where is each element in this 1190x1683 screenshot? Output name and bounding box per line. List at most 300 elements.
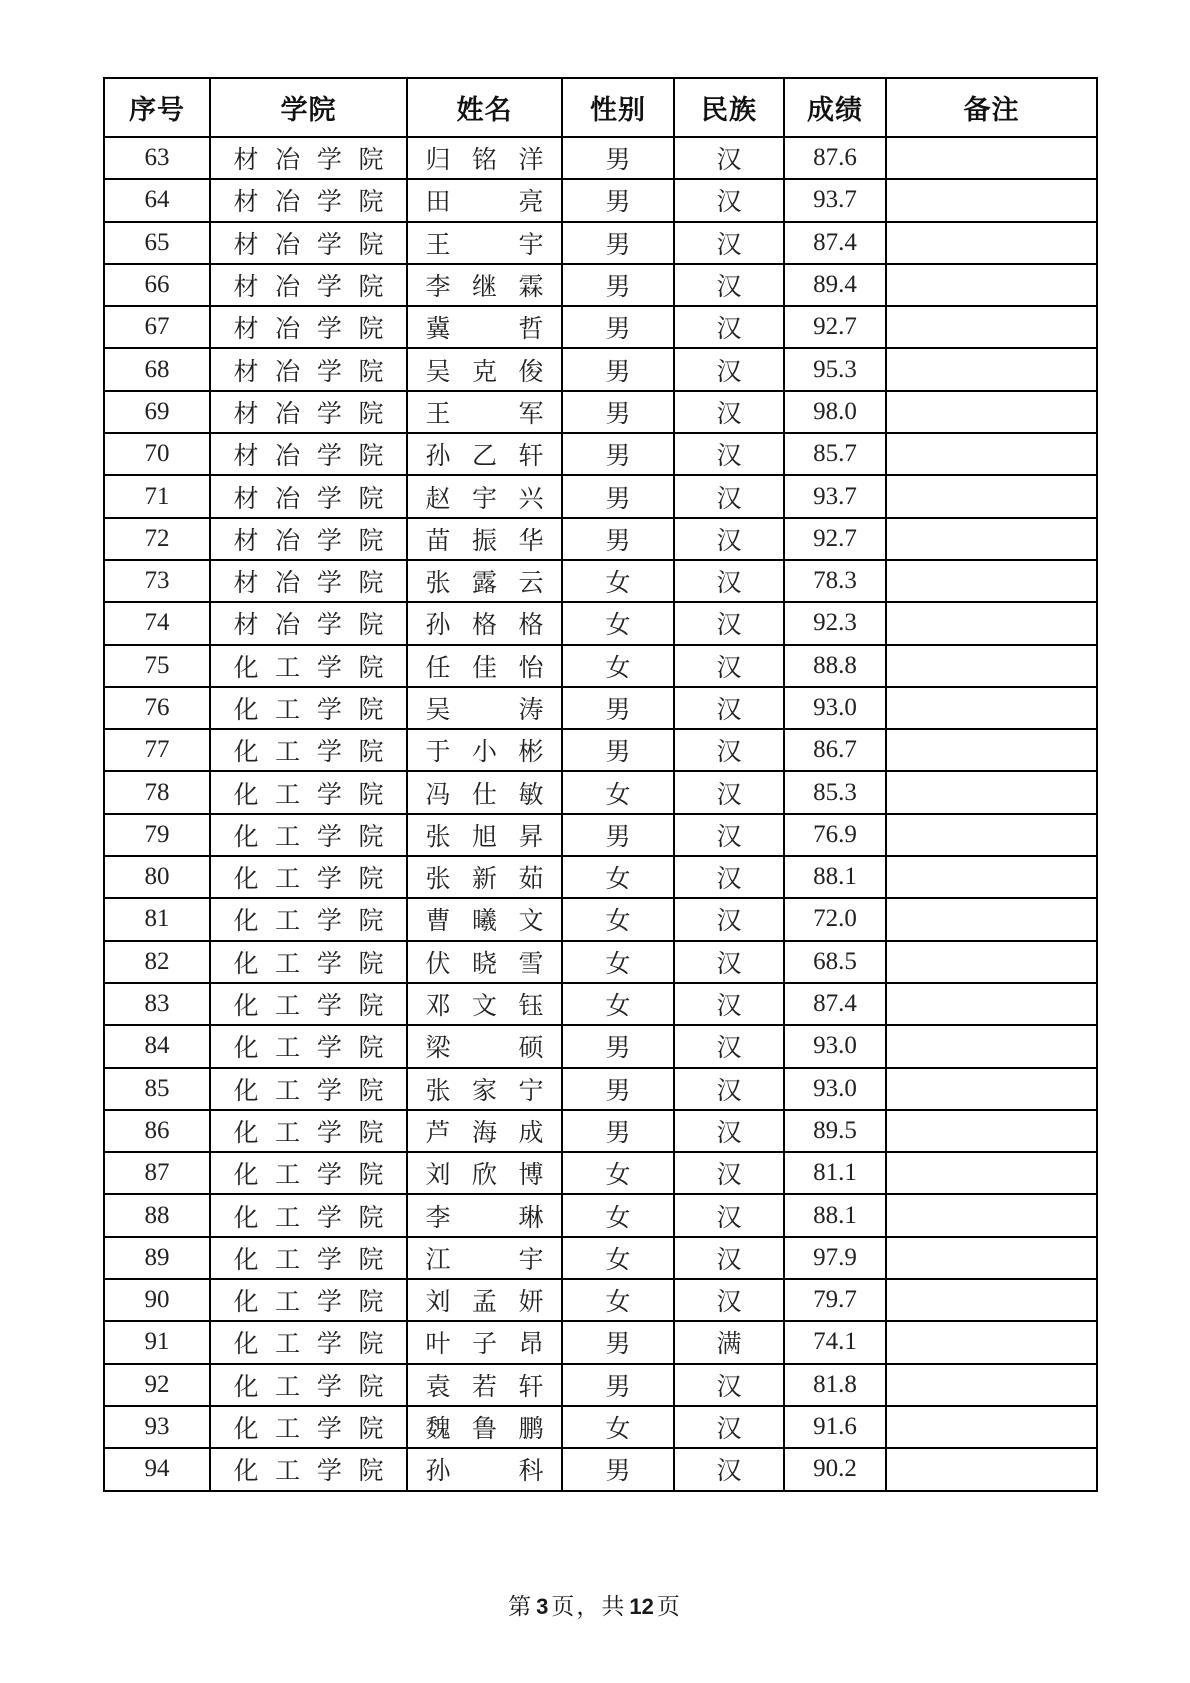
- column-header-gender: 性别: [562, 78, 674, 137]
- cell-name-text: 伏晓雪: [425, 950, 544, 978]
- cell-name-text: 冀哲: [425, 316, 544, 344]
- cell-gender: 女: [562, 1237, 674, 1279]
- cell-college-text: 材冶学院: [233, 147, 384, 175]
- cell-name: [407, 1025, 562, 1067]
- cell-name: [407, 856, 562, 898]
- cell-remark: [886, 1152, 1097, 1194]
- cell-remark: [886, 602, 1097, 644]
- cell-no: 79: [104, 814, 210, 856]
- cell-ethnicity: 汉: [674, 645, 784, 687]
- cell-ethnicity: 汉: [674, 1110, 784, 1152]
- cell-name: [407, 1321, 562, 1363]
- cell-college: [210, 222, 407, 264]
- cell-name: [407, 1406, 562, 1448]
- cell-name-text: 吴涛: [425, 697, 544, 724]
- cell-name: [407, 729, 562, 771]
- cell-remark: [886, 1237, 1097, 1279]
- cell-score: 81.1: [784, 1152, 886, 1194]
- cell-remark: [886, 1406, 1097, 1448]
- table-row: [104, 1279, 1097, 1321]
- cell-name-text: 王军: [425, 400, 544, 428]
- cell-score: 87.4: [784, 983, 886, 1025]
- cell-score: 72.0: [784, 898, 886, 940]
- table-row: [104, 983, 1097, 1025]
- cell-no: 93: [104, 1406, 210, 1448]
- cell-ethnicity: 汉: [674, 1025, 784, 1067]
- table-row: [104, 1364, 1097, 1406]
- cell-score: 85.3: [784, 771, 886, 813]
- cell-name: [407, 602, 562, 644]
- cell-college: [210, 1364, 407, 1406]
- cell-no: 67: [104, 306, 210, 348]
- cell-college-text: 材冶学院: [233, 612, 384, 640]
- cell-college: [210, 1237, 407, 1279]
- cell-remark: [886, 264, 1097, 306]
- cell-name: [407, 1448, 562, 1490]
- cell-ethnicity: 汉: [674, 391, 784, 433]
- cell-no: 87: [104, 1152, 210, 1194]
- cell-name: [407, 222, 562, 264]
- cell-name-text: 芦海成: [425, 1119, 544, 1147]
- cell-name-text: 李继霖: [425, 274, 544, 302]
- cell-name-text: 袁若轩: [425, 1373, 544, 1401]
- cell-gender: 男: [562, 391, 674, 433]
- cell-name: [407, 560, 562, 602]
- table-row: [104, 391, 1097, 433]
- cell-college: [210, 179, 407, 221]
- footer-page-number: 3: [536, 1594, 549, 1619]
- table-body: [104, 137, 1097, 1491]
- cell-college: [210, 1110, 407, 1152]
- cell-college: [210, 898, 407, 940]
- cell-score: 92.7: [784, 306, 886, 348]
- cell-name: [407, 518, 562, 560]
- cell-college: [210, 729, 407, 771]
- cell-name: [407, 687, 562, 729]
- cell-score: 93.7: [784, 475, 886, 517]
- cell-remark: [886, 1025, 1097, 1067]
- cell-college-text: 化工学院: [233, 739, 384, 767]
- cell-gender: 男: [562, 1364, 674, 1406]
- cell-name: [407, 306, 562, 348]
- table-row: [104, 729, 1097, 771]
- cell-score: 88.8: [784, 645, 886, 687]
- cell-college: [210, 518, 407, 560]
- cell-name-text: 归铭洋: [425, 147, 544, 175]
- table-row: [104, 687, 1097, 729]
- table-row: [104, 222, 1097, 264]
- cell-remark: [886, 222, 1097, 264]
- cell-college-text: 材冶学院: [233, 443, 384, 471]
- table-row: [104, 1110, 1097, 1152]
- cell-gender: 女: [562, 1152, 674, 1194]
- cell-remark: [886, 941, 1097, 983]
- cell-no: 72: [104, 518, 210, 560]
- cell-college: [210, 941, 407, 983]
- cell-name: [407, 771, 562, 813]
- table-row: [104, 306, 1097, 348]
- cell-no: 69: [104, 391, 210, 433]
- cell-name-text: 曹曦文: [425, 908, 544, 936]
- cell-no: 84: [104, 1025, 210, 1067]
- cell-ethnicity: 汉: [674, 137, 784, 179]
- cell-name-text: 魏鲁鹏: [425, 1416, 544, 1444]
- cell-no: 91: [104, 1321, 210, 1363]
- cell-no: 88: [104, 1194, 210, 1236]
- cell-score: 78.3: [784, 560, 886, 602]
- cell-gender: 男: [562, 1448, 674, 1490]
- cell-college: [210, 391, 407, 433]
- cell-score: 93.0: [784, 1068, 886, 1110]
- cell-name-text: 张旭昇: [425, 823, 544, 851]
- cell-name-text: 刘孟妍: [425, 1289, 544, 1317]
- cell-no: 68: [104, 348, 210, 390]
- table-row: [104, 179, 1097, 221]
- cell-name-text: 江宇: [425, 1246, 544, 1274]
- table-row: [104, 348, 1097, 390]
- cell-college-text: 化工学院: [233, 908, 384, 936]
- table-row: [104, 1406, 1097, 1448]
- cell-no: 83: [104, 983, 210, 1025]
- cell-ethnicity: 汉: [674, 518, 784, 560]
- cell-remark: [886, 1194, 1097, 1236]
- cell-no: 92: [104, 1364, 210, 1406]
- cell-name-text: 吴克俊: [425, 358, 544, 386]
- cell-gender: 女: [562, 602, 674, 644]
- footer-middle: 页，共: [551, 1594, 627, 1619]
- cell-ethnicity: 汉: [674, 1068, 784, 1110]
- cell-name: [407, 1279, 562, 1321]
- table-row: [104, 771, 1097, 813]
- cell-remark: [886, 560, 1097, 602]
- cell-name: [407, 1110, 562, 1152]
- cell-remark: [886, 518, 1097, 560]
- table-row: [104, 856, 1097, 898]
- cell-name-text: 孙格格: [425, 612, 544, 640]
- cell-name: [407, 898, 562, 940]
- cell-no: 64: [104, 179, 210, 221]
- cell-gender: 女: [562, 560, 674, 602]
- column-header-name: 姓名: [407, 78, 562, 137]
- cell-name: [407, 179, 562, 221]
- cell-college-text: 化工学院: [233, 950, 384, 978]
- cell-college: [210, 560, 407, 602]
- cell-college-text: 化工学院: [233, 1458, 384, 1486]
- table-row: [104, 518, 1097, 560]
- cell-remark: [886, 391, 1097, 433]
- cell-name: [407, 983, 562, 1025]
- cell-score: 89.5: [784, 1110, 886, 1152]
- cell-college: [210, 814, 407, 856]
- column-header-remark: 备注: [886, 78, 1097, 137]
- cell-score: 90.2: [784, 1448, 886, 1490]
- cell-remark: [886, 983, 1097, 1025]
- cell-remark: [886, 306, 1097, 348]
- cell-college: [210, 1406, 407, 1448]
- cell-score: 95.3: [784, 348, 886, 390]
- cell-name-text: 王宇: [425, 231, 544, 259]
- cell-ethnicity: 汉: [674, 1364, 784, 1406]
- cell-gender: 男: [562, 433, 674, 475]
- cell-college-text: 材冶学院: [233, 570, 384, 598]
- cell-college: [210, 475, 407, 517]
- cell-no: 78: [104, 771, 210, 813]
- cell-no: 63: [104, 137, 210, 179]
- cell-college: [210, 1152, 407, 1194]
- footer-suffix: 页: [656, 1594, 682, 1619]
- cell-remark: [886, 1448, 1097, 1490]
- cell-name-text: 邓文钰: [425, 993, 544, 1021]
- cell-no: 76: [104, 687, 210, 729]
- cell-score: 93.0: [784, 687, 886, 729]
- cell-college: [210, 856, 407, 898]
- cell-ethnicity: 汉: [674, 771, 784, 813]
- cell-college-text: 化工学院: [233, 781, 384, 809]
- cell-college-text: 化工学院: [233, 1289, 384, 1317]
- table-row: [104, 1237, 1097, 1279]
- cell-ethnicity: 汉: [674, 348, 784, 390]
- cell-name-text: 梁硕: [425, 1035, 544, 1063]
- cell-ethnicity: 汉: [674, 264, 784, 306]
- table-row: [104, 1321, 1097, 1363]
- cell-name-text: 李琳: [425, 1204, 544, 1232]
- cell-name: [407, 391, 562, 433]
- cell-name-text: 张新茹: [425, 866, 544, 894]
- cell-ethnicity: 汉: [674, 1194, 784, 1236]
- cell-remark: [886, 1110, 1097, 1152]
- cell-score: 88.1: [784, 856, 886, 898]
- cell-college-text: 材冶学院: [233, 400, 384, 428]
- cell-college-text: 材冶学院: [233, 231, 384, 259]
- cell-name-text: 冯仕敏: [425, 781, 544, 809]
- cell-ethnicity: 汉: [674, 1406, 784, 1448]
- cell-no: 71: [104, 475, 210, 517]
- cell-gender: 女: [562, 1406, 674, 1448]
- cell-college: [210, 1068, 407, 1110]
- cell-college: [210, 602, 407, 644]
- cell-score: 79.7: [784, 1279, 886, 1321]
- cell-college-text: 化工学院: [233, 866, 384, 894]
- cell-college: [210, 687, 407, 729]
- cell-gender: 男: [562, 518, 674, 560]
- table-row: [104, 433, 1097, 475]
- table-header: [104, 78, 1097, 137]
- cell-college: [210, 1194, 407, 1236]
- page-footer: [0, 1588, 1190, 1621]
- cell-name-text: 刘欣博: [425, 1162, 544, 1190]
- cell-college-text: 化工学院: [233, 823, 384, 851]
- cell-college-text: 化工学院: [233, 1373, 384, 1401]
- cell-gender: 女: [562, 898, 674, 940]
- cell-score: 87.6: [784, 137, 886, 179]
- cell-no: 70: [104, 433, 210, 475]
- cell-gender: 女: [562, 856, 674, 898]
- cell-no: 90: [104, 1279, 210, 1321]
- cell-score: 91.6: [784, 1406, 886, 1448]
- cell-ethnicity: 汉: [674, 1448, 784, 1490]
- cell-ethnicity: 满: [674, 1321, 784, 1363]
- cell-name: [407, 1364, 562, 1406]
- cell-no: 89: [104, 1237, 210, 1279]
- table-row: [104, 602, 1097, 644]
- cell-name: [407, 941, 562, 983]
- cell-college-text: 化工学院: [233, 1035, 384, 1063]
- cell-score: 93.7: [784, 179, 886, 221]
- cell-gender: 男: [562, 1025, 674, 1067]
- cell-remark: [886, 1068, 1097, 1110]
- cell-gender: 男: [562, 1321, 674, 1363]
- cell-remark: [886, 137, 1097, 179]
- cell-score: 97.9: [784, 1237, 886, 1279]
- cell-ethnicity: 汉: [674, 1279, 784, 1321]
- cell-name-text: 孙乙轩: [425, 443, 544, 471]
- cell-college-text: 化工学院: [233, 1331, 384, 1359]
- column-header-score: 成绩: [784, 78, 886, 137]
- cell-gender: 男: [562, 814, 674, 856]
- student-score-table: [103, 77, 1098, 1492]
- cell-ethnicity: 汉: [674, 1152, 784, 1194]
- cell-ethnicity: 汉: [674, 856, 784, 898]
- cell-score: 88.1: [784, 1194, 886, 1236]
- cell-no: 82: [104, 941, 210, 983]
- cell-no: 86: [104, 1110, 210, 1152]
- footer-prefix: 第: [508, 1594, 534, 1619]
- cell-gender: 男: [562, 137, 674, 179]
- cell-score: 93.0: [784, 1025, 886, 1067]
- cell-gender: 女: [562, 983, 674, 1025]
- cell-score: 85.7: [784, 433, 886, 475]
- cell-name-text: 张家宁: [425, 1077, 544, 1105]
- cell-score: 86.7: [784, 729, 886, 771]
- column-header-college: 学院: [210, 78, 407, 137]
- table-row: [104, 898, 1097, 940]
- cell-score: 98.0: [784, 391, 886, 433]
- cell-name-text: 于小彬: [425, 739, 544, 767]
- cell-gender: 男: [562, 264, 674, 306]
- table-row: [104, 1152, 1097, 1194]
- cell-ethnicity: 汉: [674, 898, 784, 940]
- cell-college: [210, 771, 407, 813]
- cell-gender: 女: [562, 771, 674, 813]
- cell-score: 87.4: [784, 222, 886, 264]
- cell-college: [210, 983, 407, 1025]
- table-row: [104, 475, 1097, 517]
- cell-college-text: 材冶学院: [233, 527, 384, 555]
- footer-total-pages: 12: [629, 1594, 654, 1619]
- cell-college: [210, 645, 407, 687]
- column-header-no: 序号: [104, 78, 210, 137]
- cell-ethnicity: 汉: [674, 729, 784, 771]
- cell-gender: 女: [562, 941, 674, 983]
- cell-ethnicity: 汉: [674, 687, 784, 729]
- cell-college: [210, 137, 407, 179]
- cell-college-text: 材冶学院: [233, 274, 384, 302]
- cell-score: 92.7: [784, 518, 886, 560]
- cell-name-text: 任佳怡: [425, 654, 544, 682]
- cell-gender: 男: [562, 222, 674, 264]
- cell-remark: [886, 814, 1097, 856]
- cell-gender: 男: [562, 729, 674, 771]
- cell-college-text: 化工学院: [233, 993, 384, 1021]
- cell-no: 94: [104, 1448, 210, 1490]
- cell-score: 76.9: [784, 814, 886, 856]
- column-header-ethnicity: 民族: [674, 78, 784, 137]
- cell-remark: [886, 1364, 1097, 1406]
- cell-remark: [886, 645, 1097, 687]
- cell-name: [407, 1152, 562, 1194]
- cell-score: 89.4: [784, 264, 886, 306]
- table-row: [104, 1194, 1097, 1236]
- cell-remark: [886, 475, 1097, 517]
- cell-college: [210, 264, 407, 306]
- cell-college-text: 材冶学院: [233, 189, 384, 217]
- cell-college: [210, 1321, 407, 1363]
- cell-college: [210, 1448, 407, 1490]
- cell-gender: 男: [562, 1068, 674, 1110]
- cell-ethnicity: 汉: [674, 602, 784, 644]
- cell-gender: 男: [562, 348, 674, 390]
- cell-college-text: 材冶学院: [233, 358, 384, 386]
- cell-ethnicity: 汉: [674, 433, 784, 475]
- cell-remark: [886, 687, 1097, 729]
- cell-no: 75: [104, 645, 210, 687]
- cell-no: 80: [104, 856, 210, 898]
- cell-score: 68.5: [784, 941, 886, 983]
- cell-college-text: 化工学院: [233, 697, 384, 724]
- cell-no: 74: [104, 602, 210, 644]
- cell-no: 66: [104, 264, 210, 306]
- cell-college-text: 材冶学院: [233, 316, 384, 344]
- cell-remark: [886, 898, 1097, 940]
- table-row: [104, 1025, 1097, 1067]
- cell-gender: 男: [562, 687, 674, 729]
- table-row: [104, 560, 1097, 602]
- cell-name-text: 张露云: [425, 570, 544, 598]
- cell-name-text: 叶子昂: [425, 1331, 544, 1359]
- cell-college-text: 化工学院: [233, 654, 384, 682]
- cell-college: [210, 306, 407, 348]
- table-row: [104, 645, 1097, 687]
- cell-ethnicity: 汉: [674, 983, 784, 1025]
- cell-no: 85: [104, 1068, 210, 1110]
- cell-name: [407, 348, 562, 390]
- table-row: [104, 137, 1097, 179]
- cell-college-text: 化工学院: [233, 1246, 384, 1274]
- cell-gender: 女: [562, 1194, 674, 1236]
- cell-college-text: 化工学院: [233, 1119, 384, 1147]
- cell-ethnicity: 汉: [674, 306, 784, 348]
- cell-score: 81.8: [784, 1364, 886, 1406]
- cell-remark: [886, 179, 1097, 221]
- cell-name: [407, 1237, 562, 1279]
- cell-college-text: 化工学院: [233, 1416, 384, 1444]
- cell-remark: [886, 856, 1097, 898]
- cell-name: [407, 814, 562, 856]
- table-row: [104, 814, 1097, 856]
- cell-ethnicity: 汉: [674, 1237, 784, 1279]
- cell-ethnicity: 汉: [674, 222, 784, 264]
- cell-name: [407, 475, 562, 517]
- cell-college-text: 材冶学院: [233, 485, 384, 513]
- cell-gender: 男: [562, 1110, 674, 1152]
- cell-score: 92.3: [784, 602, 886, 644]
- cell-college: [210, 1279, 407, 1321]
- cell-name: [407, 433, 562, 475]
- cell-ethnicity: 汉: [674, 941, 784, 983]
- cell-name-text: 苗振华: [425, 527, 544, 555]
- cell-name: [407, 1194, 562, 1236]
- cell-gender: 女: [562, 1279, 674, 1321]
